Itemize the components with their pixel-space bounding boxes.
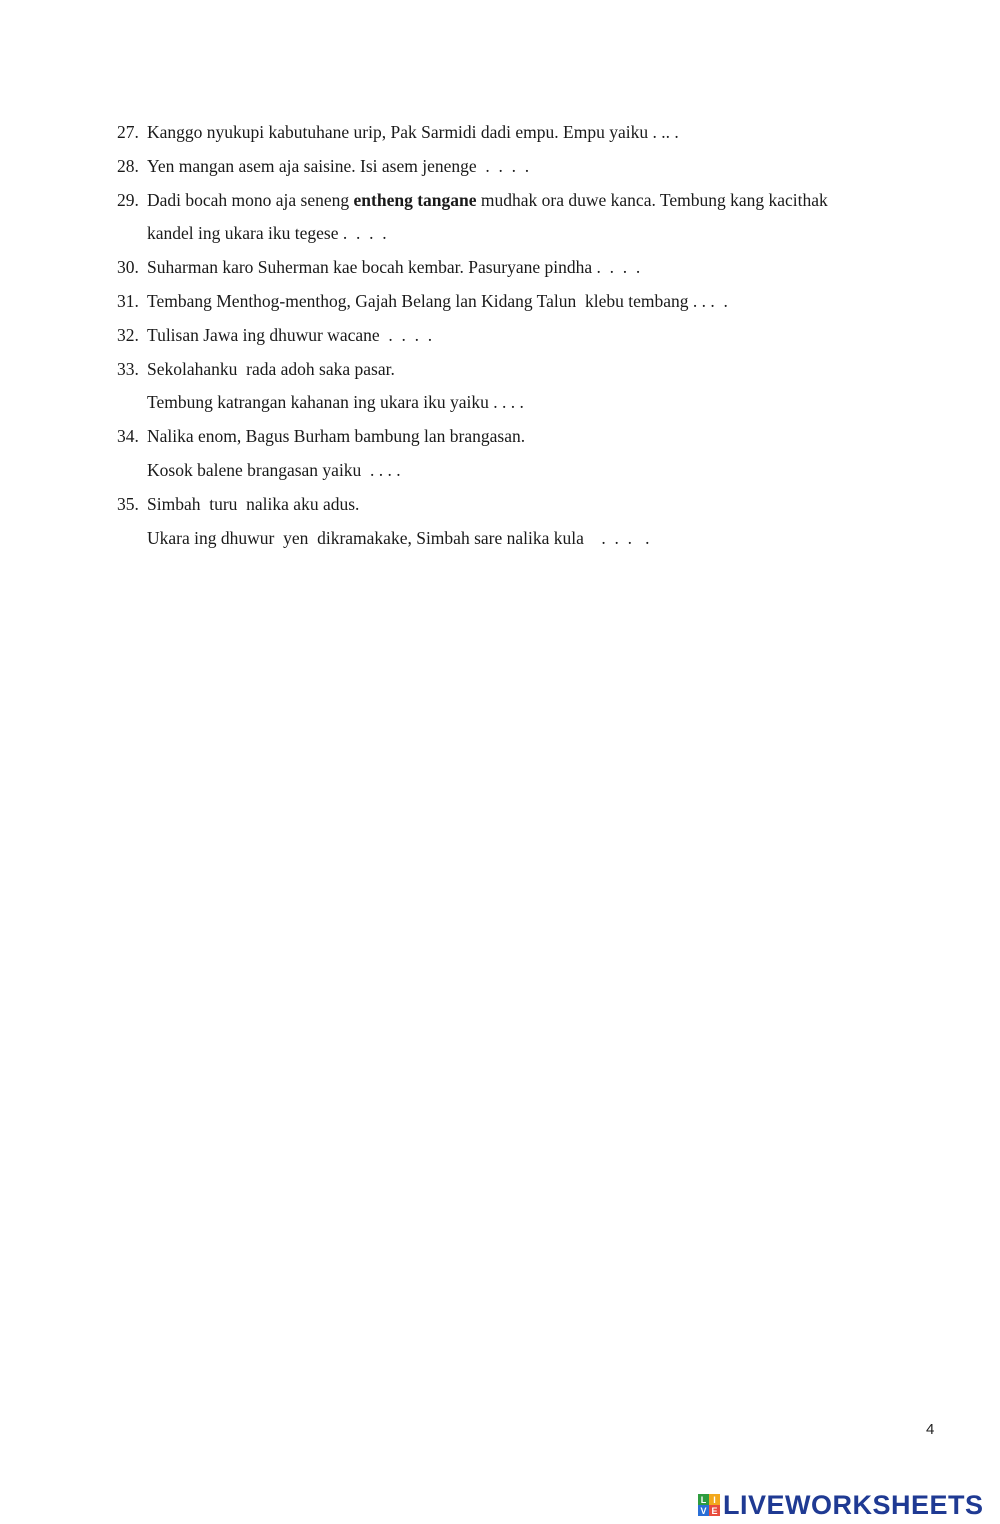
question-line	[147, 150, 937, 184]
question-text	[147, 251, 937, 285]
text-segment: Suharman karo Suherman kae bocah kembar. Pasuryane pindha . . . .	[147, 257, 641, 278]
page-number: 4	[926, 1421, 935, 1438]
question-text	[147, 488, 937, 556]
text-segment: Tembang Menthog-menthog, Gajah Belang lan Kidang Talun klebu tembang . . . .	[147, 290, 728, 311]
question-number: 33.	[117, 358, 139, 379]
question-number: 29.	[117, 189, 139, 210]
question-line	[147, 285, 937, 319]
question-item	[117, 420, 937, 488]
question-text	[147, 319, 937, 353]
question-line	[147, 454, 937, 488]
question-number: 34.	[117, 426, 139, 447]
question-line	[147, 217, 937, 251]
question-line	[147, 522, 937, 556]
question-number: 31.	[117, 290, 139, 311]
text-segment: Ukara ing dhuwur yen dikramakake, Simbah sare nalika kula . . . .	[147, 527, 650, 548]
question-item	[117, 319, 937, 353]
question-line	[147, 116, 937, 150]
text-segment: Tulisan Jawa ing dhuwur wacane . . . .	[147, 324, 433, 345]
liveworksheets-logo-icon	[698, 1494, 720, 1516]
brand-name: LIVEWORKSHEETS	[723, 1489, 984, 1520]
question-text	[147, 285, 937, 319]
question-text	[147, 116, 937, 150]
text-segment: mudhak ora duwe kanca. Tembung kang kacithak	[476, 189, 828, 210]
text-segment: Dadi bocah mono aja seneng	[147, 189, 354, 210]
question-line	[147, 353, 937, 387]
question-number: 27.	[117, 122, 139, 142]
logo-square: I	[709, 1494, 720, 1505]
text-segment: Kanggo nyukupi kabutuhane urip, Pak Sarmidi dadi empu. Empu yaiku . .. .	[147, 122, 679, 142]
question-text	[147, 150, 937, 184]
text-segment: Kosok balene brangasan yaiku . . . .	[147, 459, 401, 480]
question-item	[117, 488, 937, 556]
text-segment: kandel ing ukara iku tegese . . . .	[147, 223, 387, 244]
bold-phrase: entheng tangane	[353, 189, 477, 210]
logo-square: L	[698, 1494, 709, 1505]
text-segment: Sekolahanku rada adoh saka pasar.	[147, 358, 395, 379]
question-line	[147, 251, 937, 285]
liveworksheets-brand	[698, 1488, 984, 1522]
question-line	[147, 319, 937, 353]
question-number: 32.	[117, 324, 139, 345]
question-item	[117, 150, 937, 184]
question-line	[147, 184, 937, 218]
question-number: 30.	[117, 257, 139, 278]
question-line	[147, 420, 937, 454]
question-item	[117, 251, 937, 285]
text-segment: Yen mangan asem aja saisine. Isi asem jenenge . . . .	[147, 155, 530, 176]
question-item	[117, 184, 937, 252]
question-text	[147, 420, 937, 488]
question-item	[117, 285, 937, 319]
question-number: 28.	[117, 155, 139, 176]
logo-square: V	[698, 1505, 709, 1516]
question-text	[147, 353, 937, 421]
text-segment: Simbah turu nalika aku adus.	[147, 493, 360, 514]
question-item	[117, 116, 937, 150]
text-segment: Nalika enom, Bagus Burham bambung lan brangasan.	[147, 426, 526, 447]
question-number: 35.	[117, 493, 139, 514]
question-list	[117, 116, 937, 555]
text-segment: Tembung katrangan kahanan ing ukara iku yaiku . . . .	[147, 392, 524, 413]
question-text	[147, 184, 937, 252]
question-item	[117, 353, 937, 421]
logo-square: E	[709, 1505, 720, 1516]
question-line	[147, 488, 937, 522]
question-line	[147, 386, 937, 420]
